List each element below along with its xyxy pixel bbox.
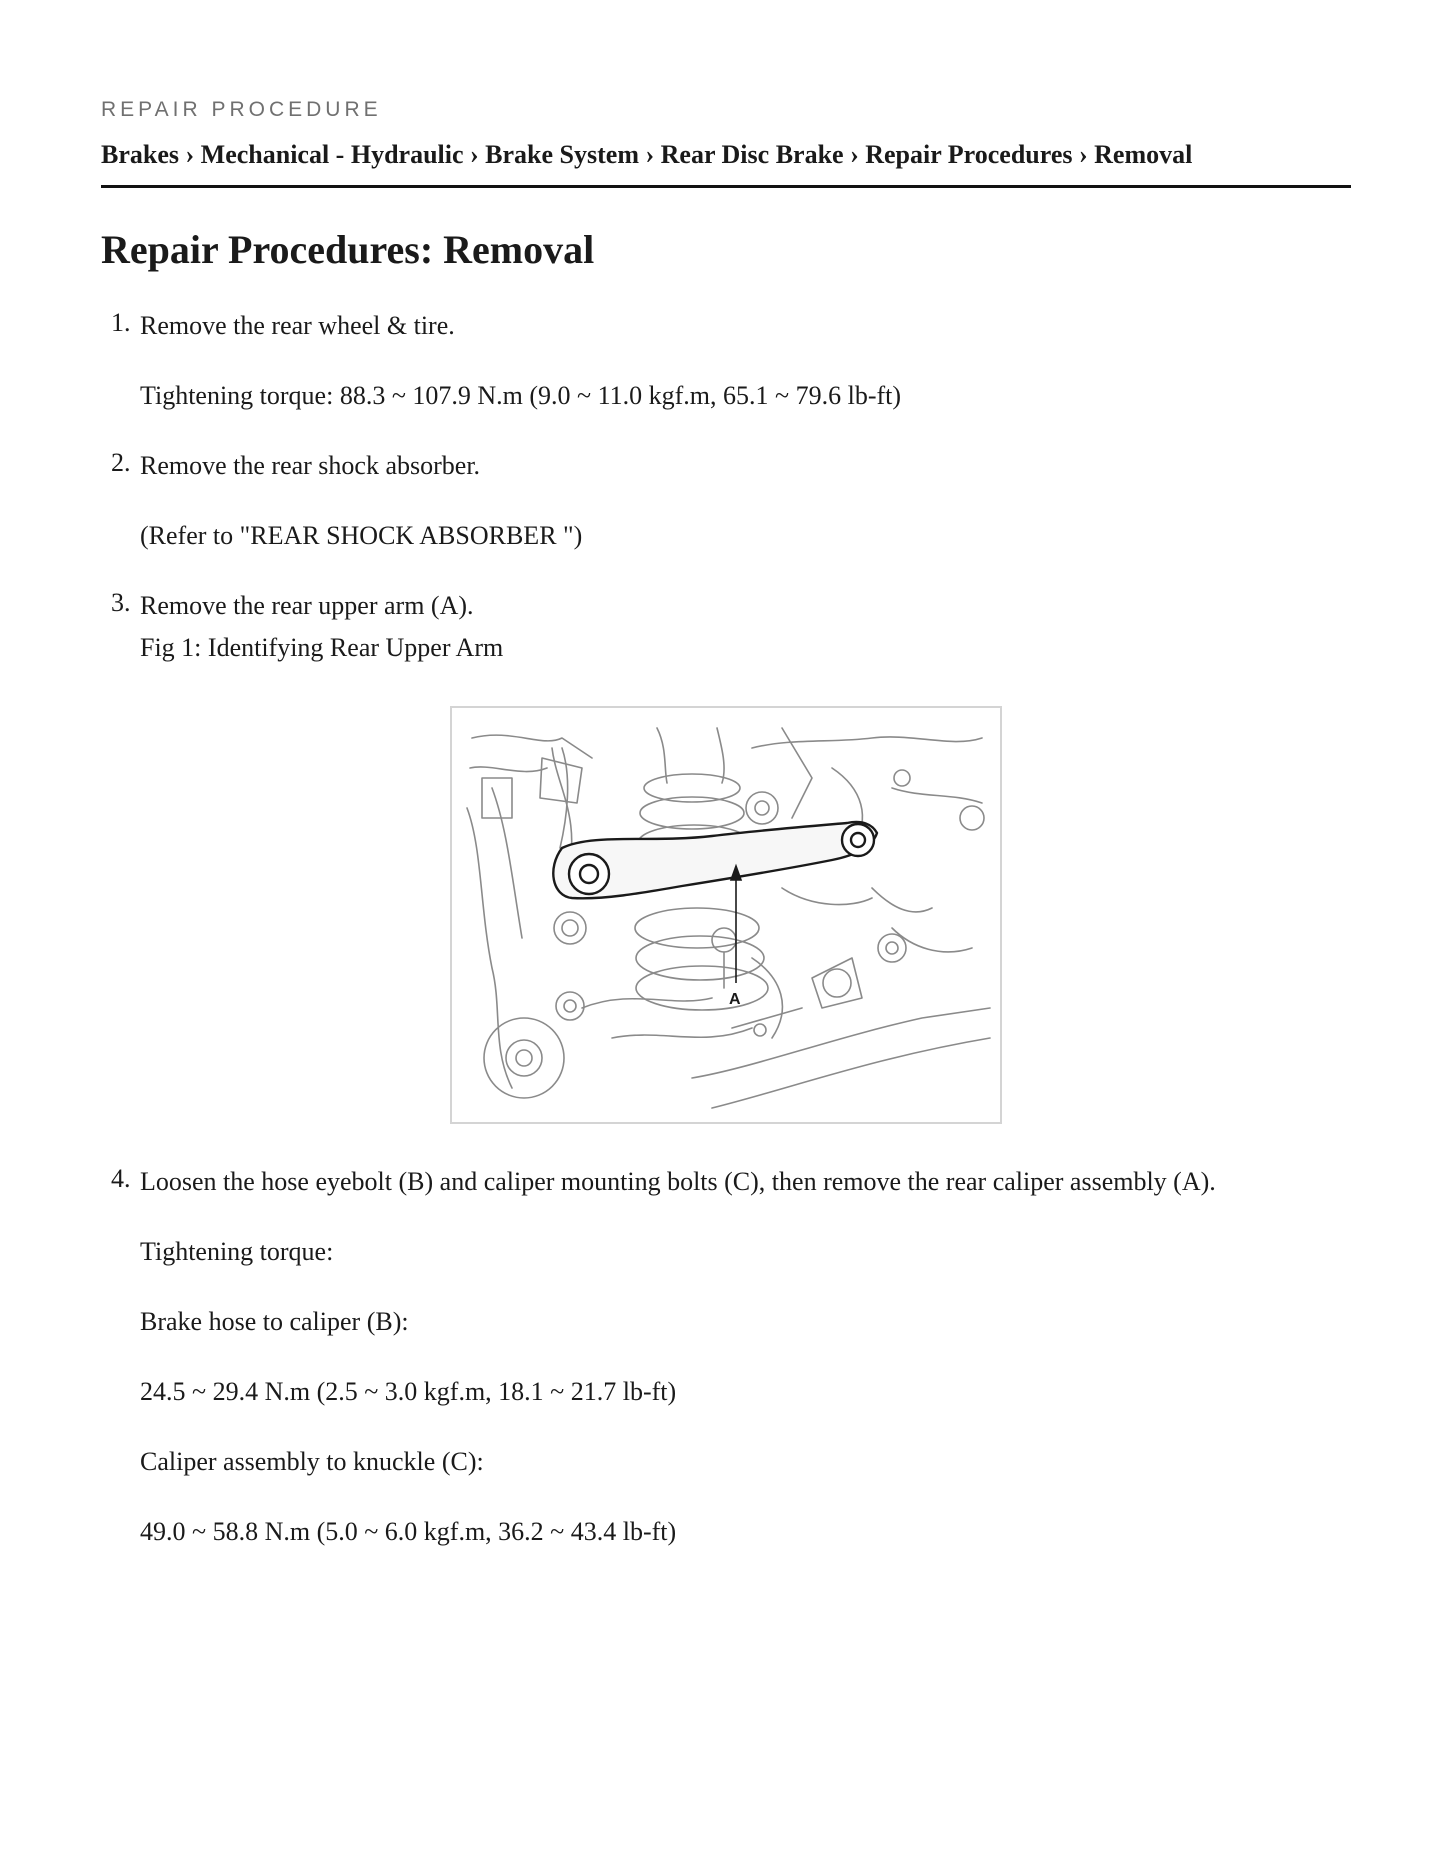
page-title: Repair Procedures: Removal (101, 227, 595, 272)
step-number: 4. (111, 1164, 131, 1193)
step-2 (101, 448, 1351, 554)
breadcrumb: Brakes › Mechanical - Hydraulic › Brake System › Rear Disc Brake › Repair Procedures › Removal (101, 140, 1193, 169)
step-3 (101, 588, 1351, 1124)
header-divider (101, 185, 1351, 188)
torque-note: 49.0 ~ 58.8 N.m (5.0 ~ 6.0 kgf.m, 36.2 ~ 43.4 lb-ft) (140, 1517, 677, 1546)
figure-caption: Fig 1: Identifying Rear Upper Arm (140, 633, 504, 662)
rear-upper-arm-figure (450, 706, 1002, 1124)
torque-note: Tightening torque: (140, 1237, 334, 1266)
suspension-line-drawing (452, 708, 1000, 1122)
step-number: 3. (111, 588, 131, 617)
torque-note: Tightening torque: 88.3 ~ 107.9 N.m (9.0 ~ 11.0 kgf.m, 65.1 ~ 79.6 lb-ft) (140, 381, 902, 410)
procedure-steps (101, 308, 1351, 1550)
section-kicker: REPAIR PROCEDURE (101, 98, 382, 121)
step-number: 1. (111, 308, 131, 337)
step-number: 2. (111, 448, 131, 477)
document-page (101, 95, 1351, 1550)
step-text: Remove the rear upper arm (A). (140, 591, 474, 620)
step-4 (101, 1164, 1351, 1550)
step-text: Loosen the hose eyebolt (B) and caliper mounting bolts (C), then remove the rear caliper assembly (A). (140, 1167, 1216, 1196)
step-text: Remove the rear wheel & tire. (140, 311, 455, 340)
step-text: Remove the rear shock absorber. (140, 451, 481, 480)
torque-note: Brake hose to caliper (B): (140, 1307, 409, 1336)
torque-note: 24.5 ~ 29.4 N.m (2.5 ~ 3.0 kgf.m, 18.1 ~ 21.7 lb-ft) (140, 1377, 677, 1406)
torque-note: Caliper assembly to knuckle (C): (140, 1447, 484, 1476)
reference-note: (Refer to "REAR SHOCK ABSORBER ") (140, 521, 583, 550)
callout-label-a: A (729, 991, 741, 1008)
step-1 (101, 308, 1351, 414)
